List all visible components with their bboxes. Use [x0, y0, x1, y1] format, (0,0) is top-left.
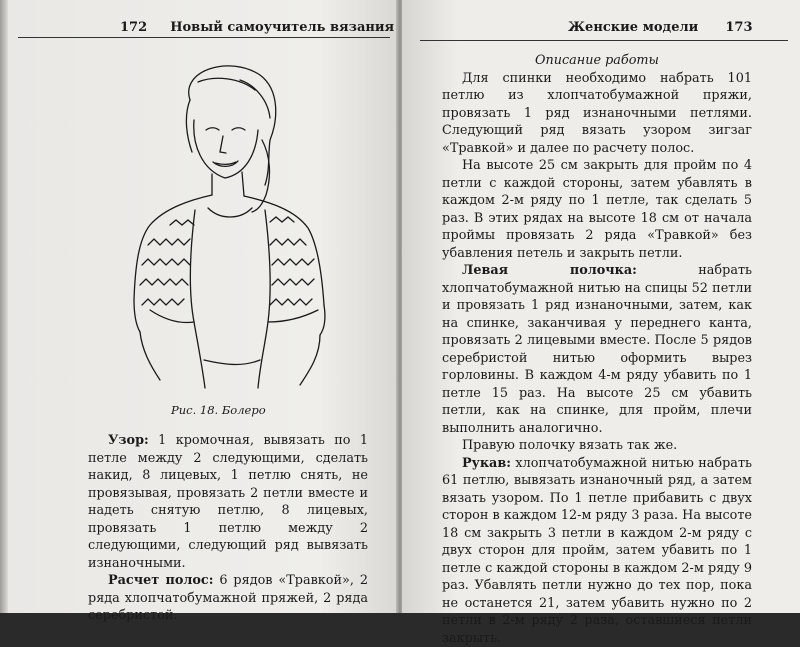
- page-edge: [0, 0, 8, 613]
- left-header-rule: [18, 37, 390, 38]
- right-page: [402, 0, 800, 613]
- right-page-number: 173: [725, 20, 752, 35]
- section-title: Описание работы: [442, 52, 752, 70]
- left-header-title: Новый самоучитель вязания: [170, 20, 394, 35]
- figure-caption: Рис. 18. Болеро: [171, 403, 266, 417]
- armhole-paragraph: На высоте 25 см закрыть для пройм по 4 петли с каждой стороны, затем убавлять в каждом 2-м ряду по 1 петле, так сделать 5 раз. В этих рядах на высоте 18 см от начала проймы провязать 2 ряда «Травкой» без убавления петель и закрыть петли.: [442, 157, 752, 262]
- right-front-paragraph: Правую полочку вязать так же.: [442, 437, 752, 455]
- left-front-paragraph: Левая полочка: набрать хлопчатобумажной нитью на спицы 52 петли и провязать 1 ряд изнаночными, затем, как на спинке, заканчивая у переднего канта, провязать 2 лицевыми вместе. После 5 рядов серебристой нитью оформить вырез горловины. В каждом 4-м ряду убавить по 1 петле 15 раз. На высоте 25 см убавить петли, как на спинке, для пройм, плечи выполнить аналогично.: [442, 262, 752, 437]
- right-header-title: Женские модели: [568, 20, 698, 35]
- left-body-text: [88, 432, 368, 625]
- left-page: [0, 0, 398, 613]
- back-paragraph: Для спинки необходимо набрать 101 петлю из хлопчатобумажной пряжи, провязать 1 ряд изнаночными петлями. Следующий ряд вязать узором зигзаг «Травкой» и далее по расчету полос.: [442, 70, 752, 158]
- pattern-paragraph: Узор: 1 кромочная, вывязать по 1 петле между 2 следующими, сделать накид, 8 лицевых, 1 петлю снять, не провязывая, провязать 2 петли вместе и надеть снятую петлю, 8 лицевых, провязать 1 петлю между 2 следующими, следующий ряд вывязать изнаночными.: [88, 432, 368, 572]
- sleeve-paragraph: Рукав: хлопчатобумажной нитью набрать 61 петлю, вывязать изнаночный ряд, а затем вязать узором. По 1 петле прибавить с двух сторон в каждом 12-м ряду 3 раза. На высоте 18 см закрыть 3 петли в каждом 2-м ряду с двух сторон для пройм, затем убавить по 1 петле с каждой стороны в каждом 2-м ряду 9 раз. Убавлять петли нужно до тех пор, пока не останется 21, затем убавить нужно по 2 петли в 2-м ряду 2 раза, оставшиеся петли закрыть.: [442, 455, 752, 647]
- right-header: [568, 20, 753, 35]
- left-page-number: 172: [120, 20, 147, 35]
- right-body-text: [442, 52, 752, 647]
- left-header: [120, 20, 394, 35]
- stripes-paragraph: Расчет полос: 6 рядов «Травкой», 2 ряда хлопчатобумажной пряжей, 2 ряда серебристой.: [88, 572, 368, 625]
- right-header-rule: [420, 40, 788, 41]
- bolero-illustration: [120, 60, 330, 390]
